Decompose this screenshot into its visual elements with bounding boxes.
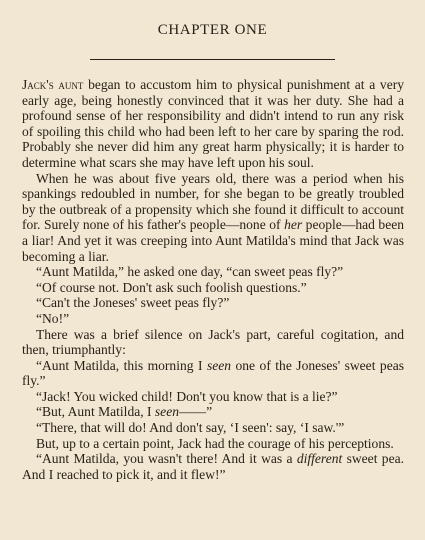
paragraph [22, 327, 404, 358]
paragraph-text: ——” [178, 404, 213, 420]
paragraph [22, 264, 404, 280]
paragraph [22, 358, 404, 389]
paragraph-text: When he was about five years old, there was a period when his spankings redoubled in number, for she began to be greatly troubled by the outbreak of a propensity which she found it difficult to account for. Surely none of his father's people—none of [22, 170, 404, 233]
italic-text: seen [206, 357, 232, 373]
paragraph-text: But, up to a certain point, Jack had the courage of his perceptions. [36, 435, 394, 451]
paragraph-text: one of the Joneses' sweet peas fly.” [22, 357, 404, 389]
paragraph-text: people—had been a liar! And yet it was creeping into Aunt Matilda's mind that Jack was becoming a liar. [22, 217, 404, 264]
paragraph [22, 420, 404, 436]
paragraph-text: “Aunt Matilda, you wasn't there! And it was a [36, 451, 297, 467]
paragraph [22, 171, 404, 265]
paragraph-text: “Can't the Joneses' sweet peas fly?” [36, 295, 230, 311]
paragraph-text: “No!” [36, 310, 70, 326]
paragraph-text: “There, that will do! And don't say, ‘I seen': say, ‘I saw.'” [36, 420, 345, 436]
paragraph-text: “Of course not. Don't ask such foolish questions.” [36, 279, 307, 295]
italic-text: seen [154, 404, 179, 420]
paragraph [22, 311, 404, 327]
paragraph-text: “Jack! You wicked child! Don't you know that is a lie?” [36, 388, 338, 404]
paragraph [22, 436, 404, 452]
paragraph [22, 451, 404, 482]
paragraph-text: There was a brief silence on Jack's part, careful cogitation, and then, triumphantly: [22, 326, 404, 358]
title-divider [90, 59, 335, 60]
chapter-title: CHAPTER ONE [157, 22, 268, 38]
paragraph [22, 280, 404, 296]
paragraph-text: “But, Aunt Matilda, I [36, 404, 155, 420]
paragraph [22, 404, 404, 420]
paragraph-text: sweet pea. And I reached to pick it, and it flew!” [22, 451, 404, 482]
opening-small-caps: Jack's aunt [22, 77, 84, 92]
paragraph [22, 389, 404, 405]
chapter-body [22, 77, 404, 482]
paragraph-text: “Aunt Matilda, this morning I [36, 357, 207, 373]
paragraph [22, 77, 404, 171]
paragraph-text: began to accustom him to physical punishment at a very early age, being honestly convinced that it was her duty. She had a profound sense of her responsibility and didn't intend to run any risk of spoiling this child who had been left to her care by sparing the rod. Probably she never did him any great harm physically; it is harder to determine what scars she may have left upon his soul. [22, 77, 404, 170]
paragraph [22, 295, 404, 311]
paragraph-text: “Aunt Matilda,” he asked one day, “can sweet peas fly?” [36, 264, 344, 280]
italic-text: different [296, 451, 343, 467]
italic-text: her [284, 217, 303, 233]
